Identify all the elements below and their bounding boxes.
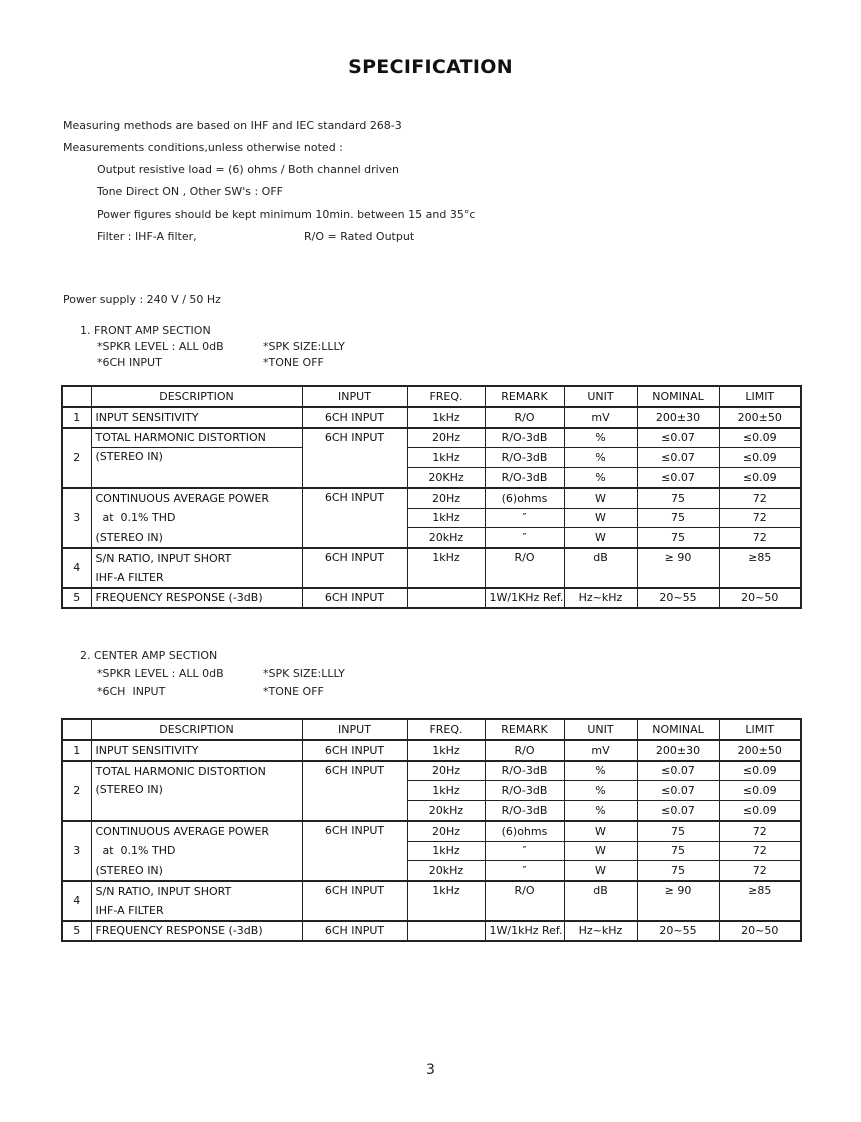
- table-cell: R/O-3dB: [485, 781, 564, 801]
- header-cell: NOMINAL: [637, 386, 719, 407]
- table-cell: 6CH INPUT: [302, 921, 407, 942]
- table-cell: ≤0.09: [719, 468, 801, 488]
- section-2-note: *SPK SIZE:LLLY: [263, 667, 345, 680]
- table-cell: S/N RATIO, INPUT SHORT: [91, 881, 302, 901]
- table-cell: 3: [62, 488, 91, 548]
- table-cell: ″: [485, 861, 564, 881]
- intro-line-5: Power figures should be kept minimum 10min. between 15 and 35°c: [97, 208, 476, 221]
- page-number: 3: [426, 1062, 435, 1078]
- table-cell: INPUT SENSITIVITY: [91, 740, 302, 761]
- table-cell: 4: [62, 881, 91, 921]
- table-cell: 20Hz: [407, 488, 485, 508]
- table-row: [62, 548, 801, 568]
- table-cell: [407, 588, 485, 609]
- table-cell: 20kHz: [407, 861, 485, 881]
- table-cell: 20~55: [637, 588, 719, 609]
- table-cell: 1kHz: [407, 841, 485, 861]
- table-cell: ≤0.07: [637, 801, 719, 821]
- table-cell: 20~50: [719, 588, 801, 609]
- table-cell: 75: [637, 821, 719, 841]
- table-cell: at 0.1% THD: [91, 841, 302, 861]
- table-cell: 6CH INPUT: [302, 407, 407, 428]
- table-cell: 20~55: [637, 921, 719, 942]
- table-cell: %: [564, 781, 637, 801]
- table-cell: R/O: [485, 548, 564, 588]
- table-cell: (STEREO IN): [91, 861, 302, 881]
- table-cell: 75: [637, 488, 719, 508]
- power-supply: Power supply : 240 V / 50 Hz: [63, 293, 221, 306]
- table-cell: 20Hz: [407, 821, 485, 841]
- table-row: [62, 861, 801, 881]
- table-cell: ≤0.07: [637, 781, 719, 801]
- table-cell: IHF-A FILTER: [91, 901, 302, 921]
- table-cell: ≤0.07: [637, 761, 719, 781]
- table-cell: 75: [637, 508, 719, 528]
- table-cell: 6CH INPUT: [302, 821, 407, 881]
- section-1-note: *SPK SIZE:LLLY: [263, 340, 345, 353]
- spec-table-front: [61, 385, 802, 609]
- table-cell: %: [564, 468, 637, 488]
- table-cell: (STEREO IN): [91, 448, 302, 488]
- header-cell: LIMIT: [719, 719, 801, 740]
- section-2-heading: 2. CENTER AMP SECTION: [80, 649, 218, 662]
- table-cell: 20kHz: [407, 801, 485, 821]
- table-row: [62, 508, 801, 528]
- table-row: [62, 761, 801, 781]
- spec-table-center: [61, 718, 802, 942]
- table-cell: %: [564, 428, 637, 448]
- table-cell: 1kHz: [407, 407, 485, 428]
- table-cell: 20KHz: [407, 468, 485, 488]
- table-cell: 20Hz: [407, 428, 485, 448]
- table-cell: 6CH INPUT: [302, 881, 407, 921]
- table-cell: ≤0.09: [719, 801, 801, 821]
- table-cell: IHF-A FILTER: [91, 568, 302, 588]
- table-cell: INPUT SENSITIVITY: [91, 407, 302, 428]
- table-cell: 1kHz: [407, 548, 485, 588]
- table-cell: 6CH INPUT: [302, 740, 407, 761]
- header-cell: UNIT: [564, 719, 637, 740]
- table-cell: 2: [62, 761, 91, 821]
- table-cell: W: [564, 528, 637, 548]
- table-cell: TOTAL HARMONIC DISTORTION: [91, 428, 302, 448]
- header-cell: REMARK: [485, 386, 564, 407]
- table-cell: 72: [719, 508, 801, 528]
- table-cell: 6CH INPUT: [302, 488, 407, 548]
- table-cell: %: [564, 801, 637, 821]
- table-cell: Hz~kHz: [564, 588, 637, 609]
- table-row: [62, 881, 801, 901]
- table-cell: mV: [564, 407, 637, 428]
- table-cell: at 0.1% THD: [91, 508, 302, 528]
- section-1-note: *TONE OFF: [263, 356, 324, 369]
- table-cell: 20Hz: [407, 761, 485, 781]
- header-cell: DESCRIPTION: [91, 386, 302, 407]
- header-cell: REMARK: [485, 719, 564, 740]
- table-cell: ≤0.09: [719, 781, 801, 801]
- table-cell: 200±50: [719, 407, 801, 428]
- table-cell: S/N RATIO, INPUT SHORT: [91, 548, 302, 568]
- table-cell: W: [564, 841, 637, 861]
- table-row: [62, 821, 801, 841]
- table-cell: 200±30: [637, 740, 719, 761]
- table-cell: ≤0.09: [719, 428, 801, 448]
- intro-line-6b: R/O = Rated Output: [304, 230, 415, 243]
- table-row: [62, 921, 801, 942]
- table-cell: 1: [62, 740, 91, 761]
- table-cell: ≤0.09: [719, 761, 801, 781]
- table-cell: 6CH INPUT: [302, 588, 407, 609]
- table-cell: W: [564, 508, 637, 528]
- table-cell: (STEREO IN): [91, 528, 302, 548]
- table-cell: [407, 921, 485, 942]
- table-cell: R/O: [485, 881, 564, 921]
- table-cell: ≥85: [719, 548, 801, 588]
- table-cell: R/O-3dB: [485, 468, 564, 488]
- table-cell: ≥ 90: [637, 881, 719, 921]
- table-cell: 1kHz: [407, 781, 485, 801]
- table-cell: R/O-3dB: [485, 448, 564, 468]
- table-row: [62, 841, 801, 861]
- table-cell: FREQUENCY RESPONSE (-3dB): [91, 588, 302, 609]
- header-cell: INPUT: [302, 719, 407, 740]
- table-row: [62, 740, 801, 761]
- table-header-row: [62, 719, 801, 740]
- table-cell: 1W/1kHz Ref.: [485, 921, 564, 942]
- table-cell: R/O-3dB: [485, 428, 564, 448]
- table-cell: R/O-3dB: [485, 761, 564, 781]
- table-row: [62, 588, 801, 609]
- intro-line-2: Measurements conditions,unless otherwise noted :: [63, 141, 343, 154]
- header-cell: FREQ.: [407, 719, 485, 740]
- table-cell: 200±30: [637, 407, 719, 428]
- table-cell: FREQUENCY RESPONSE (-3dB): [91, 921, 302, 942]
- table-cell: [62, 386, 91, 407]
- table-cell: 2: [62, 428, 91, 488]
- section-2-note: *SPKR LEVEL : ALL 0dB: [97, 667, 224, 680]
- header-cell: FREQ.: [407, 386, 485, 407]
- table-cell: ″: [485, 841, 564, 861]
- table-cell: 1kHz: [407, 508, 485, 528]
- table-cell: Hz~kHz: [564, 921, 637, 942]
- intro-line-4: Tone Direct ON , Other SW's : OFF: [97, 185, 283, 198]
- table-cell: (STEREO IN): [91, 781, 302, 821]
- table-cell: 1kHz: [407, 740, 485, 761]
- table-cell: ″: [485, 528, 564, 548]
- table-cell: 1kHz: [407, 881, 485, 921]
- table-cell: %: [564, 448, 637, 468]
- table-cell: 75: [637, 861, 719, 881]
- table-cell: 5: [62, 588, 91, 609]
- table-cell: 5: [62, 921, 91, 942]
- table-cell: ≤0.07: [637, 428, 719, 448]
- table-cell: R/O: [485, 740, 564, 761]
- table-cell: %: [564, 761, 637, 781]
- table-cell: 3: [62, 821, 91, 881]
- table-cell: 72: [719, 861, 801, 881]
- table-row: [62, 407, 801, 428]
- header-cell: UNIT: [564, 386, 637, 407]
- table-cell: ≥ 90: [637, 548, 719, 588]
- table-cell: mV: [564, 740, 637, 761]
- table-cell: W: [564, 821, 637, 841]
- table-cell: (6)ohms: [485, 488, 564, 508]
- header-cell: DESCRIPTION: [91, 719, 302, 740]
- intro-line-1: Measuring methods are based on IHF and IEC standard 268-3: [63, 119, 402, 132]
- table-cell: ≥85: [719, 881, 801, 921]
- page-title: SPECIFICATION: [348, 56, 513, 78]
- table-cell: 72: [719, 821, 801, 841]
- table-cell: 4: [62, 548, 91, 588]
- table-cell: [62, 719, 91, 740]
- table-cell: (6)ohms: [485, 821, 564, 841]
- section-1-note: *SPKR LEVEL : ALL 0dB: [97, 340, 224, 353]
- table-cell: 200±50: [719, 740, 801, 761]
- table-cell: 75: [637, 528, 719, 548]
- table-cell: 6CH INPUT: [302, 428, 407, 488]
- table-cell: R/O-3dB: [485, 801, 564, 821]
- header-cell: INPUT: [302, 386, 407, 407]
- table-cell: 72: [719, 528, 801, 548]
- section-2-note: *TONE OFF: [263, 685, 324, 698]
- table-cell: TOTAL HARMONIC DISTORTION: [91, 761, 302, 781]
- table-cell: W: [564, 861, 637, 881]
- table-cell: 1W/1KHz Ref.: [485, 588, 564, 609]
- header-cell: NOMINAL: [637, 719, 719, 740]
- table-row: [62, 428, 801, 448]
- table-header-row: [62, 386, 801, 407]
- table-row: [62, 781, 801, 801]
- table-cell: dB: [564, 881, 637, 921]
- table-cell: 75: [637, 841, 719, 861]
- table-cell: 6CH INPUT: [302, 548, 407, 588]
- table-cell: R/O: [485, 407, 564, 428]
- table-cell: dB: [564, 548, 637, 588]
- table-cell: ≤0.07: [637, 448, 719, 468]
- intro-line-3: Output resistive load = (6) ohms / Both channel driven: [97, 163, 399, 176]
- table-row: [62, 448, 801, 468]
- table-cell: 72: [719, 841, 801, 861]
- header-cell: LIMIT: [719, 386, 801, 407]
- table-cell: 1: [62, 407, 91, 428]
- table-cell: ≤0.09: [719, 448, 801, 468]
- section-2-note: *6CH INPUT: [97, 685, 166, 698]
- table-cell: 20~50: [719, 921, 801, 942]
- section-1-heading: 1. FRONT AMP SECTION: [80, 324, 211, 337]
- table-cell: ≤0.07: [637, 468, 719, 488]
- table-cell: 20kHz: [407, 528, 485, 548]
- table-cell: W: [564, 488, 637, 508]
- table-cell: 6CH INPUT: [302, 761, 407, 821]
- table-cell: 1kHz: [407, 448, 485, 468]
- table-cell: ″: [485, 508, 564, 528]
- table-row: [62, 528, 801, 548]
- table-cell: CONTINUOUS AVERAGE POWER: [91, 488, 302, 508]
- section-1-note: *6CH INPUT: [97, 356, 162, 369]
- table-row: [62, 488, 801, 508]
- table-cell: CONTINUOUS AVERAGE POWER: [91, 821, 302, 841]
- table-cell: 72: [719, 488, 801, 508]
- intro-line-6a: Filter : IHF-A filter,: [97, 230, 197, 243]
